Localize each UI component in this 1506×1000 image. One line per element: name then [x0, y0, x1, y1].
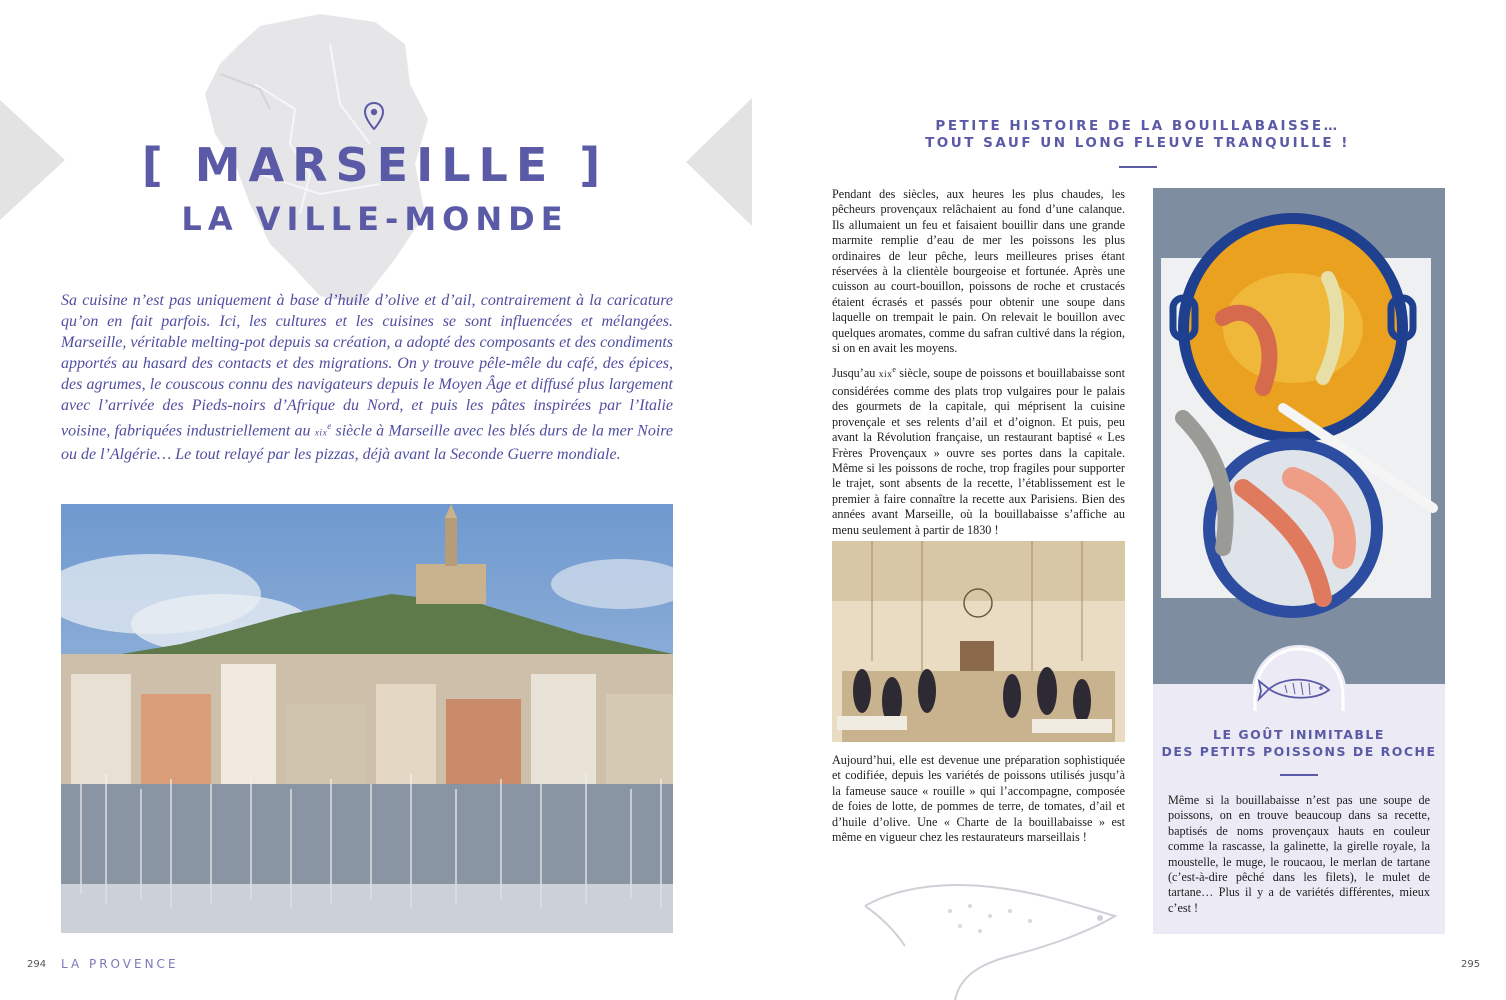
bouillabaisse-photo — [1153, 188, 1445, 684]
fish-sketch-icon — [860, 876, 1122, 1000]
page-number-right: 295 — [1461, 959, 1481, 970]
section-label: LA PROVENCE — [61, 957, 179, 971]
article-paragraph-2: Jusqu’au xix$^e$ siècle, soupe de poissons et bouillabaisse sont considérées comme des plats trop vulgaires pour le palais des gourmets de la capitale, qui méprisent la cuisine provençale et ses relents d’ail et d’oignon. Et puis, peu avant la Révolution française, un restaurant baptisé « Les Frères Provençaux » ouvre ses portes dans la capitale. Même si les poissons de roche, trop fragiles pour supporter le trajet, sont absents de la recette, l’établissement est le premier à faire connaître la recette aux Parisiens. Bien des années avant Marseille, où la bouillabaisse s’affiche au menu seulement à partir de 1830 ! — [832, 365, 1125, 537]
page-title: [ MARSEILLE ] — [141, 138, 609, 192]
decorative-triangle-right — [686, 98, 752, 226]
decorative-triangle-left — [0, 100, 65, 220]
page-subtitle: LA VILLE-MONDE — [181, 200, 569, 238]
article-column-bottom — [832, 753, 1125, 851]
sidebar-title: LE GOÛT INIMITABLE DES PETITS POISSONS DE ROCHE — [1161, 727, 1437, 759]
article-column-top — [832, 187, 1125, 544]
article-title: PETITE HISTOIRE DE LA BOUILLABAISSE… TOUT SAUF UN LONG FLEUVE TRANQUILLE ! — [925, 118, 1350, 151]
fish-badge-icon — [1251, 645, 1347, 711]
map-pin-icon — [364, 102, 384, 130]
article-paragraph-1: Pendant des siècles, aux heures les plus chaudes, les pêcheurs provençaux relâchaient au fond d’une calanque. Ils allumaient un feu et faisaient bouillir dans une grande marmite remplie d’eau de mer les poissons les plus ordinaires de leur pêche, leurs meilleures prises étant réservées à la clientèle bourgeoise et fortunée. Après une cuisson au court-bouillon, poissons de roche et crustacés étaient écrasés et passés pour obtenir une soupe dans laquelle on trempait le pain. On relevait le bouillon avec quelques aromates, comme du safran cultivé dans la région, si on en avait les moyens. — [832, 187, 1125, 356]
article-paragraph-3: Aujourd’hui, elle est devenue une préparation sophistiquée et codifiée, depuis les variétés de poissons utilisés jusqu’à la fameuse sauce « rouille » qui l’accompagne, composée de foies de lotte, de pommes de terre, de tomates, d’ail et d’huile d’olive. Une « Charte de la bouillabaisse » est même en vigueur chez les restaurateurs marseillais ! — [832, 753, 1125, 845]
intro-paragraph: Sa cuisine n’est pas uniquement à base d’huile d’olive et d’ail, contrairement à la caricature qu’on en fait parfois. Ici, les cultures et les cuisines se sont influencées et mélangées. Marseille, véritable melting-pot depuis sa création, a adopté des composants et des condiments apportés au hasard des contacts et des migrations. On y trouve pêle-mêle du café, des épices, des agrumes, le couscous connu des navigateurs depuis le Moyen Âge et diffusé plus largement avec l’arrivée des Pieds-noirs d’Afrique du Nord, et puis les pâtes inspirées par l’Italie voisine, fabriquées industriellement au xix$^e$ siècle à Marseille avec les blés durs de la mer Noire ou de l’Algérie… Le tout relayé par les pizzas, déjà avant la Seconde Guerre mondiale. — [61, 292, 673, 464]
marseille-harbour-photo — [61, 504, 673, 933]
page-number-left: 294 — [27, 959, 47, 970]
restaurant-engraving-image — [832, 541, 1125, 742]
title-divider — [1119, 166, 1157, 168]
sidebar-text: Même si la bouillabaisse n’est pas une soupe de poissons, on en trouve beaucoup dans sa recette, baptisés de noms provençaux hauts en couleur comme la rascasse, la galinette, la girelle royale, la moustelle, le muge, le roucaou, le merlan de tartane (c’est-à-dire pêché dans les filets), le mulet de tartane… Plus il y a de variétés différentes, mieux c’est ! — [1168, 793, 1430, 915]
sidebar-divider — [1280, 774, 1318, 776]
